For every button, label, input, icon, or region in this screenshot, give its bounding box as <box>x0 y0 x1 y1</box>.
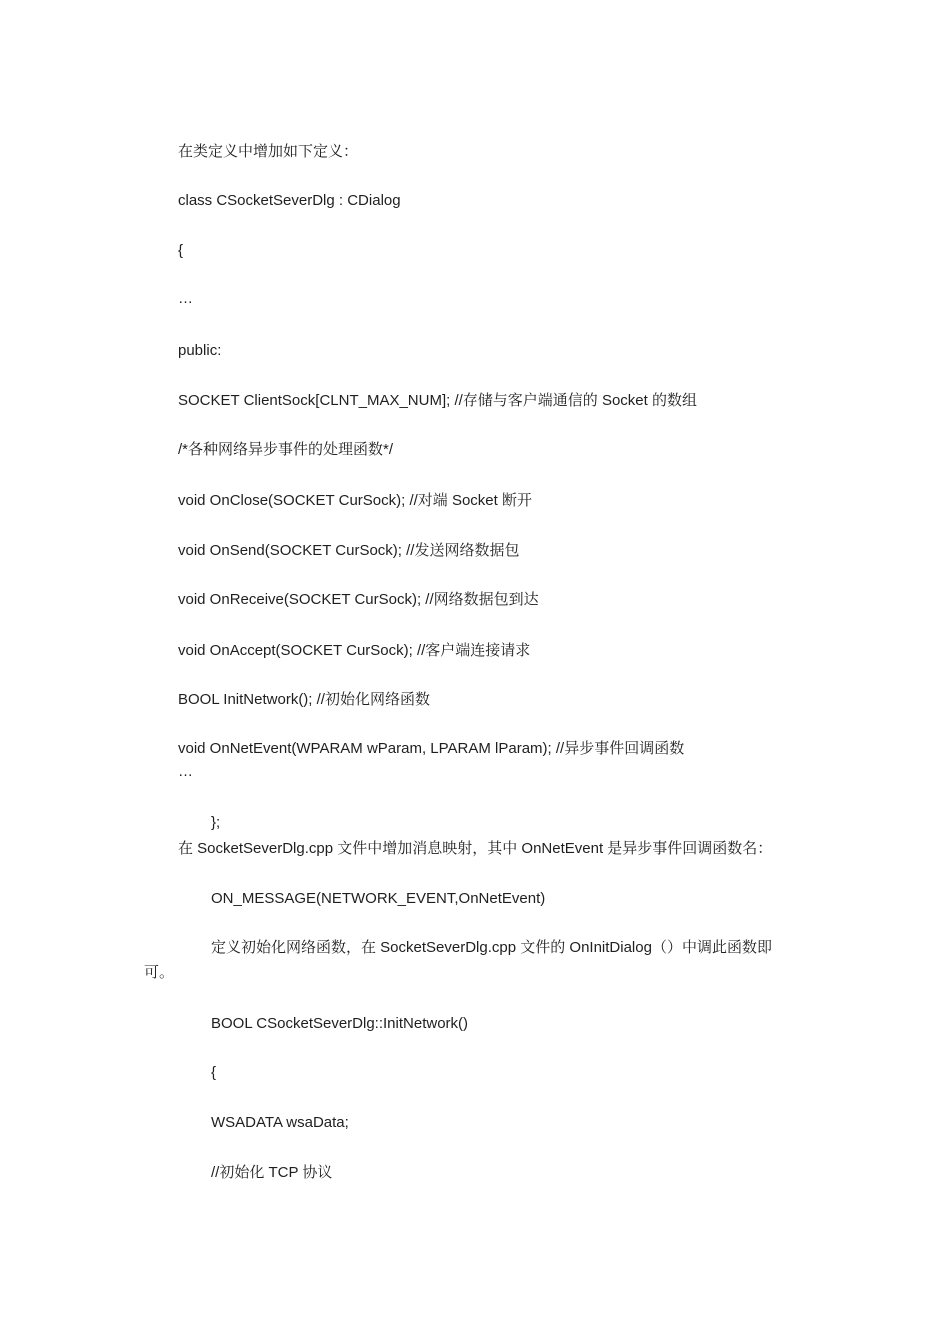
code-line-on-message: ON_MESSAGE(NETWORK_EVENT,OnNetEvent) <box>211 890 546 907</box>
paragraph-init-network-cont: 可。 <box>144 964 175 981</box>
code-line-ellipsis-2: … <box>178 763 193 780</box>
code-line-onsend: void OnSend(SOCKET CurSock); //发送网络数据包 <box>178 542 520 559</box>
code-line-onclose: void OnClose(SOCKET CurSock); //对端 Socket 断开 <box>178 492 532 509</box>
code-line-comment-handlers: /*各种网络异步事件的处理函数*/ <box>178 441 394 458</box>
code-line-clientsock: SOCKET ClientSock[CLNT_MAX_NUM]; //存储与客户端通信的 Socket 的数组 <box>178 392 697 409</box>
code-line-public: public: <box>178 342 222 359</box>
paragraph-init-network: 定义初始化网络函数，在 SocketSeverDlg.cpp 文件的 OnInitDialog（）中调此函数即 <box>211 939 772 956</box>
code-line-initnetwork-def: BOOL CSocketSeverDlg::InitNetwork() <box>211 1015 469 1032</box>
code-line-open-brace-2: { <box>211 1064 217 1081</box>
code-line-open-brace: { <box>178 242 184 259</box>
code-line-initnetwork: BOOL InitNetwork(); //初始化网络函数 <box>178 691 430 708</box>
code-line-onaccept: void OnAccept(SOCKET CurSock); //客户端连接请求 <box>178 642 531 659</box>
code-line-ellipsis: … <box>178 290 193 307</box>
intro-text: 在类定义中增加如下定义： <box>178 143 359 160</box>
code-line-onnetevent: void OnNetEvent(WPARAM wParam, LPARAM lParam); //异步事件回调函数 <box>178 740 685 757</box>
code-line-close-brace: }; <box>211 814 221 831</box>
code-line-onreceive: void OnReceive(SOCKET CurSock); //网络数据包到达 <box>178 591 539 608</box>
paragraph-message-map: 在 SocketSeverDlg.cpp 文件中增加消息映射，其中 OnNetEvent 是异步事件回调函数名： <box>178 840 773 857</box>
code-line-class-decl: class CSocketSeverDlg : CDialog <box>178 192 401 209</box>
code-line-comment-tcp: //初始化 TCP 协议 <box>211 1164 333 1181</box>
code-line-wsadata: WSADATA wsaData; <box>211 1114 349 1131</box>
